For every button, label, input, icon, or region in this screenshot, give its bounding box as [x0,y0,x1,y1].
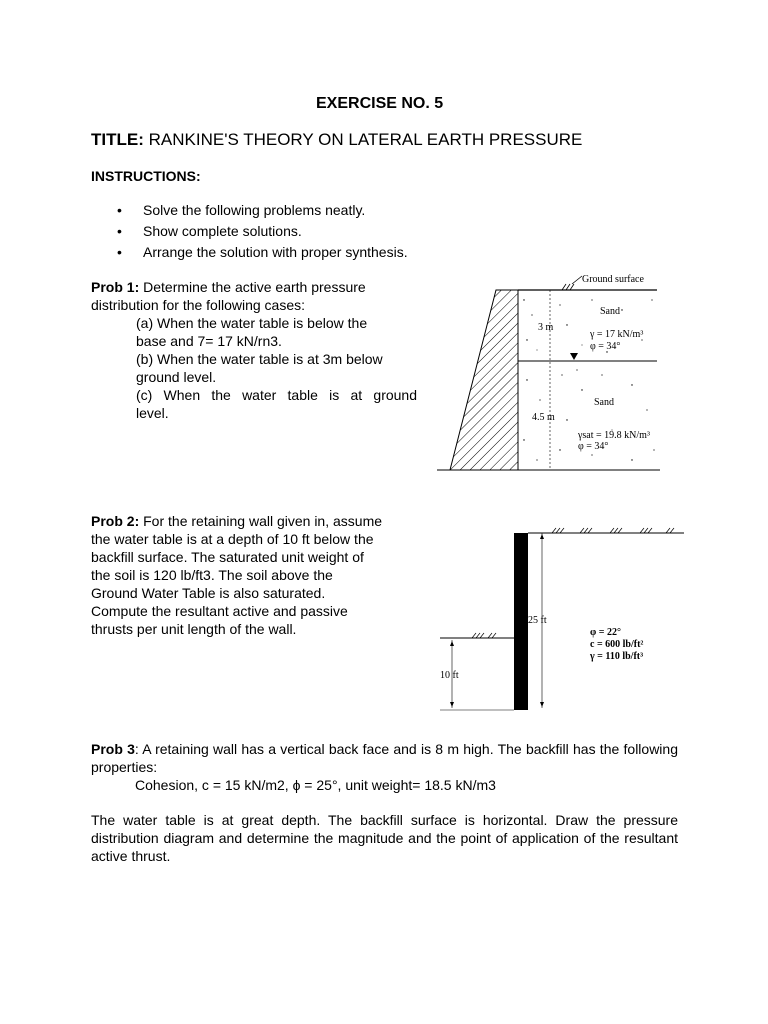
prob3-props: Cohesion, c = 15 kN/m2, ϕ = 25°, unit weight= 18.5 kN/m3 [135,777,496,793]
instructions-heading: INSTRUCTIONS: [91,168,201,184]
bottom-phi-label: φ = 34° [578,441,609,452]
water-table-icon [570,353,578,360]
title-main: RANKINE'S THEORY ON [148,130,344,149]
prob2-label: Prob 2: [91,513,140,529]
bottom-soil-label: Sand [594,397,614,408]
prob1-lead2: distribution for the following cases: [91,297,305,313]
prob1-figure [432,270,662,475]
prob3-text: Prob 3: A retaining wall has a vertical back face and is 8 m high. The backfill has the following properties: [91,741,678,775]
exercise-heading: EXERCISE NO. 5 [316,95,444,112]
bottom-gamma-label: γsat = 19.8 kN/m³ [578,430,650,441]
top-gamma-label: γ = 17 kN/m³ [590,329,644,340]
sheet-pile-wall [514,533,528,710]
phi-label: φ = 22° [590,627,621,638]
prob1-text [91,278,417,422]
title-line [91,130,582,150]
ground-surface-label: Ground surface [582,274,644,285]
prob1-lead: Determine the active earth pressure [143,279,366,295]
gamma-label: γ = 110 lb/ft³ [590,651,644,662]
prob2-text: Prob 2: For the retaining wall given in, assume the water table is at a depth of 10 ft below the backfill surface. The saturated unit weight of the soil is 120 lb/ft3. The soil above the Ground Water Table is also saturated. Compute the resultant active and passive thrusts per unit length of the wall. [91,513,383,637]
prob1-case-a: (a) When the water table is below the base and 7= 17 kN/rn3. [136,315,368,349]
top-soil-label: Sand [600,306,620,317]
instruction-item: • Solve the following problems neatly. [117,200,517,221]
embed-label: 10 ft [440,670,459,681]
bottom-depth-label: 4.5 m [532,412,555,423]
cohesion-label: c = 600 lb/ft² [590,639,644,650]
retaining-wall [450,290,518,470]
prob2-figure [432,525,692,720]
prob1-case-b: (b) When the water table is at 3m below ground level. [136,351,383,385]
instruction-item: • Show complete solutions. [117,221,517,242]
instruction-item: • Arrange the solution with proper synthesis. [117,242,517,263]
title-rest: LATERAL EARTH PRESSURE [348,130,583,149]
top-phi-label: φ = 34° [590,341,621,352]
prob3-label: Prob 3 [91,741,135,757]
instructions-list [117,200,517,263]
prob3-paragraph: The water table is at great depth. The backfill surface is horizontal. Draw the pressure distribution diagram and determine the magnitude and the point of application of the resultant active thrust. [91,812,678,864]
height-label: 25 ft [528,615,547,626]
top-depth-label: 3 m [538,322,554,333]
prob1-case-c: (c) When the water table is at ground level. [136,387,417,421]
prob1-label: Prob 1: [91,279,140,295]
title-prefix: TITLE: [91,130,144,149]
